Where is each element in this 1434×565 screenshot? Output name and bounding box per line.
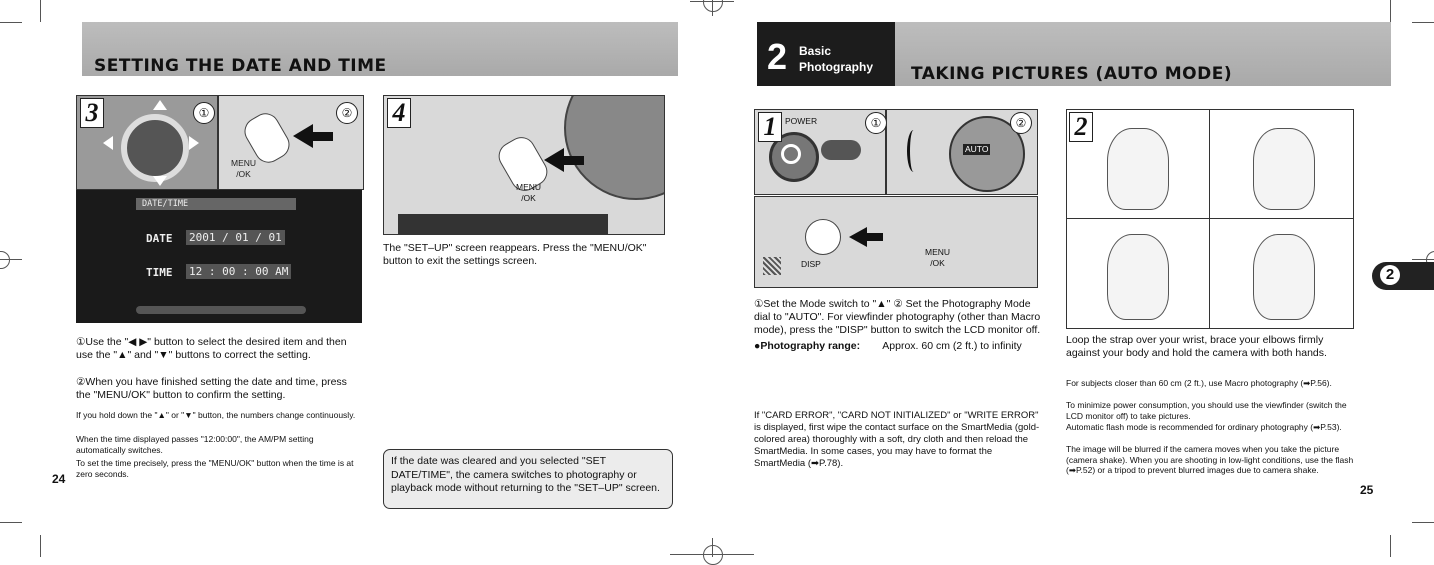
page-title: SETTING THE DATE AND TIME [94, 56, 387, 76]
right-arrow-icon [189, 136, 199, 150]
pointer-arrow-icon [293, 124, 313, 148]
date-time-lcd-screen [76, 190, 362, 323]
crop-mark [40, 0, 41, 22]
section-label: Basic [799, 44, 832, 58]
step-number: 1 [758, 112, 782, 142]
mode-switch-illustration [821, 140, 861, 160]
callout-number: ② [1010, 112, 1032, 134]
step3-instruction-2: ②When you have finished setting the date and time, press the "MENU/OK" button to confirm the setting. [76, 376, 347, 401]
step3-note: To set the time precisely, press the "MENU/OK" button when the time is at zero seconds. [76, 458, 354, 479]
registration-mark [0, 251, 10, 269]
callout-number: ① [865, 112, 887, 134]
lens-ring-illustration [564, 95, 665, 200]
step4-camera-photo [383, 95, 665, 235]
step2-caption: Loop the strap over your wrist, brace your elbows firmly against your body and hold the camera with both hands. [1066, 334, 1327, 359]
speaker-grille [763, 257, 781, 275]
section-number: 2 [767, 36, 788, 77]
step2-note: Automatic flash mode is recommended for ordinary photography (➡P.53). [1066, 422, 1342, 432]
lcd-title: DATE/TIME [142, 199, 189, 209]
rotate-arrow-icon [907, 130, 920, 172]
step4-note-box: If the date was cleared and you selected "SET DATE/TIME", the camera switches to photography or playback mode without returning to the "SET–UP" screen. [383, 449, 673, 509]
crop-mark [0, 522, 22, 523]
disp-label: DISP [801, 259, 821, 269]
section-label: Photography [799, 60, 873, 74]
crop-mark [40, 535, 41, 557]
dial-auto-label: AUTO [965, 144, 989, 154]
pointer-arrow-shaft [562, 156, 584, 165]
grip-illustration-grid [1066, 109, 1354, 329]
time-label: TIME [146, 266, 173, 279]
person-holding-camera-sketch [1253, 234, 1315, 320]
step-number: 3 [80, 98, 104, 128]
step-number: 2 [1069, 112, 1093, 142]
person-holding-camera-sketch [1107, 234, 1169, 320]
button-label: MENU /OK [925, 247, 951, 268]
photography-range-value: Approx. 60 cm (2 ft.) to infinity [882, 340, 1022, 352]
date-label: DATE [146, 232, 173, 245]
callout-number: ② [336, 102, 358, 124]
crop-mark [1390, 0, 1391, 22]
date-value: 2001 / 01 / 01 [186, 230, 285, 245]
left-arrow-icon [103, 136, 113, 150]
lcd-bottom-bar [136, 306, 306, 314]
page-number: 25 [1360, 483, 1374, 497]
crop-mark [0, 22, 22, 23]
page-number: 24 [52, 472, 66, 486]
step3-instruction-1: ①Use the "◀ ▶" button to select the desired item and then use the "▲" and "▼" buttons to correct the setting. [76, 336, 347, 361]
step2-note: To minimize power consumption, you should use the viewfinder (switch the LCD monitor off) to take pictures. [1066, 400, 1347, 421]
time-value: 12 : 00 : 00 AM [186, 264, 291, 279]
step2-note: The image will be blurred if the camera moves when you take the picture (camera shake). When you are shooting in low-light conditions, use the flash (➡P.52) or a tripod to prevent blurred images due to camera shake. [1066, 444, 1354, 475]
pointer-arrow-shaft [865, 233, 883, 241]
page-title: TAKING PICTURES (AUTO MODE) [911, 64, 1233, 84]
crop-mark [1412, 522, 1434, 523]
crop-mark [1412, 22, 1434, 23]
person-holding-camera-sketch [1253, 128, 1315, 210]
grid-divider [1209, 110, 1210, 328]
step1-disp-button-photo [754, 196, 1038, 288]
photography-range-label: ●Photography range: [754, 340, 861, 352]
step2-note: For subjects closer than 60 cm (2 ft.), use Macro photography (➡P.56). [1066, 378, 1332, 388]
up-arrow-icon [153, 100, 167, 110]
chapter-tab [1372, 262, 1434, 290]
step-number: 4 [387, 98, 411, 128]
callout-number: ① [193, 102, 215, 124]
four-way-button-illustration [121, 114, 189, 182]
pointer-arrow-icon [544, 148, 564, 172]
section-badge [757, 22, 895, 86]
registration-mark [712, 538, 713, 557]
disp-button-illustration [805, 219, 841, 255]
registration-mark [712, 0, 713, 16]
step3-note: If you hold down the "▲" or "▼" button, the numbers change continuously. [76, 410, 356, 420]
pointer-arrow-shaft [311, 132, 333, 141]
section-header-bar [82, 22, 678, 76]
power-label: POWER [785, 116, 818, 126]
step1-note: If "CARD ERROR", "CARD NOT INITIALIZED" or "WRITE ERROR" is displayed, first wipe the contact surface on the SmartMedia (gold-colored area) thoroughly with a soft, dry cloth and then reload the SmartMedia. In some cases, you may have to format the SmartMedia (➡P.78). [754, 410, 1040, 469]
grid-divider [1067, 218, 1353, 219]
chapter-tab-number: 2 [1380, 265, 1400, 285]
step4-caption: The "SET–UP" screen reappears. Press the "MENU/OK" button to exit the settings screen. [383, 242, 647, 267]
step3-note: When the time displayed passes "12:00:00", the AM/PM setting automatically switches. [76, 434, 314, 455]
crop-mark [1390, 535, 1391, 557]
registration-mark [703, 545, 723, 565]
button-label: MENU /OK [516, 182, 542, 203]
section-header-bar [895, 22, 1391, 86]
lcd-window-illustration [398, 214, 608, 234]
down-arrow-icon [153, 176, 167, 186]
registration-mark [1412, 259, 1434, 260]
power-icon [781, 144, 801, 164]
step1-instruction: ①Set the Mode switch to "▲" ② Set the Photography Mode dial to "AUTO". For viewfinder photography (other than Macro mode), press the "DISP" button to switch the LCD monitor off. [754, 298, 1041, 336]
person-holding-camera-sketch [1107, 128, 1169, 210]
registration-mark [0, 259, 22, 260]
button-label: MENU /OK [231, 158, 257, 179]
